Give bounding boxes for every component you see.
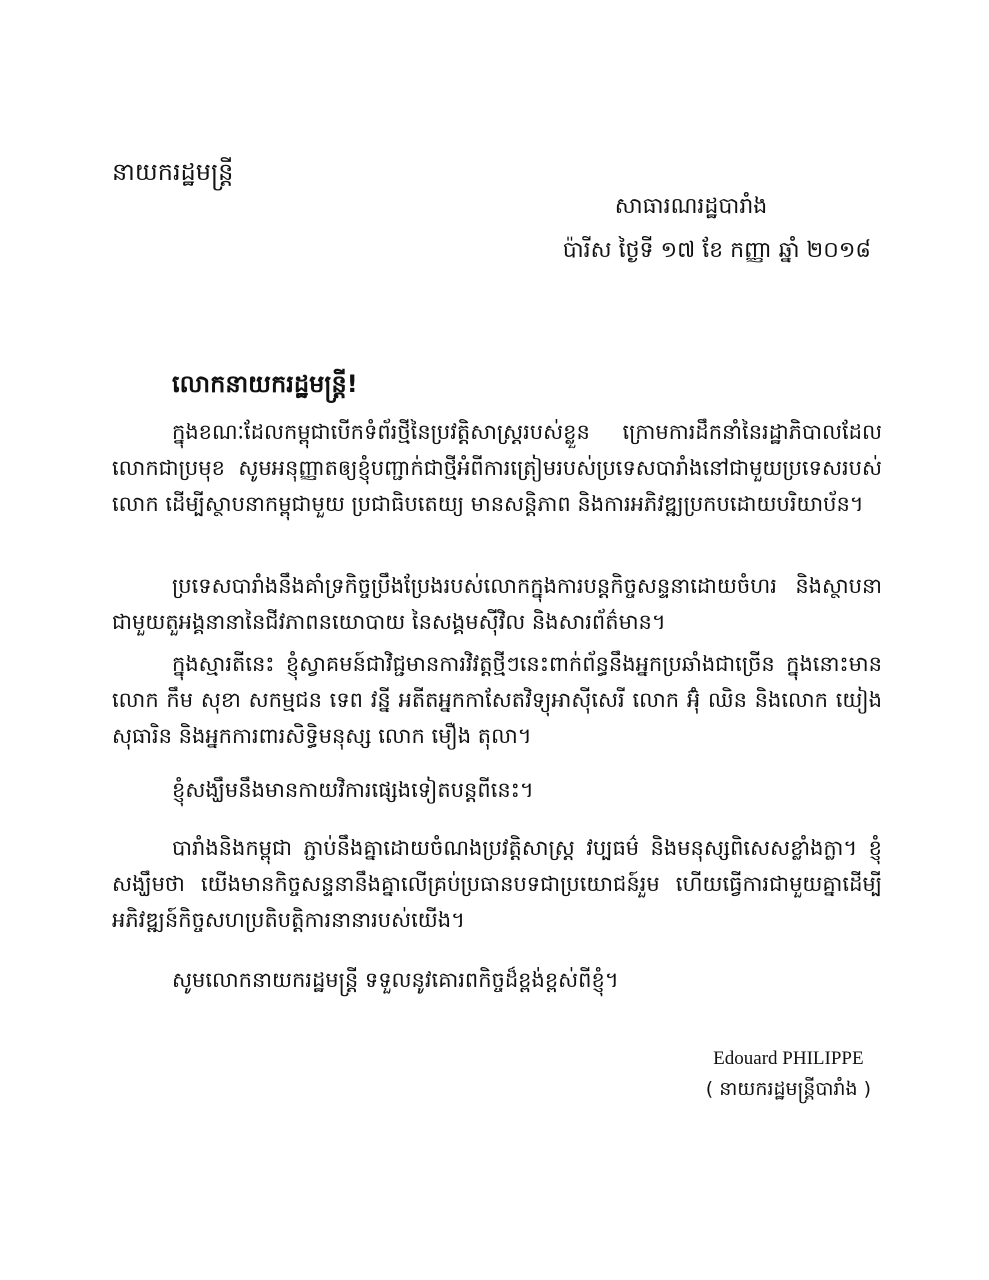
place-date-block [511, 185, 871, 273]
paragraph-6 [112, 962, 882, 998]
paragraph-2 [112, 568, 882, 640]
paragraph-text: ខ្ញុំសង្ឃឹមនឹងមានកាយវិការផ្សេងទៀតបន្តពីនេះ។ [172, 778, 534, 802]
paragraph-4 [112, 772, 882, 808]
signatory-title: ( នាយករដ្ឋមន្ត្រីបារាំង ) [705, 1078, 871, 1100]
date-line: ប៉ារីស ថ្ងៃទី ១៧ ខែ កញ្ញា ឆ្នាំ ២០១៨ [562, 238, 871, 263]
paragraph-text: ប្រទេសបារាំងនឹងគាំទ្រកិច្ចប្រឹងប្រែងរបស់លោកក្នុងការបន្តកិច្ចសន្ទនាដោយចំហរ និងស្ថាបនាជាមួយតួអង្គនានានៃជីវភាពនយោបាយ នៃសង្គមស៊ីវិល និងសារព័ត៌មាន។ [112, 574, 882, 634]
letterhead-title: នាយករដ្ឋមន្ត្រី [112, 158, 234, 186]
paragraph-1 [112, 414, 882, 522]
paragraph-text: សូមលោកនាយករដ្ឋមន្ត្រី ទទួលនូវគោរពកិច្ចដ៏ខ្ពង់ខ្ពស់ពីខ្ញុំ។ [172, 968, 619, 992]
paragraph-text: បារាំងនិងកម្ពុជា ភ្ជាប់នឹងគ្នាដោយចំណងប្រវត្តិសាស្ត្រ វប្បធម៌ និងមនុស្សពិសេសខ្លាំងក្លា។ ខ្ញុំសង្ឃឹមថា យើងមានកិច្ចសន្ទនានឹងគ្នាលើគ្រប់ប្រធានបទជាប្រយោជន៍រួម ហើយធ្វើការជាមួយគ្នាដើម្បីអភិវឌ្ឍន៍កិច្ចសហប្រតិបត្តិការនានារបស់យើង។ [112, 836, 882, 932]
salutation: លោកនាយករដ្ឋមន្ត្រី! [172, 370, 358, 398]
paragraph-text: ក្នុងស្មារតីនេះ ខ្ញុំស្វាគមន៍ជាវិជ្ជមានការវិវត្តថ្មីៗនេះពាក់ព័ន្ធនឹងអ្នកប្រឆាំងជាច្រើន ក្នុងនោះមានលោក កឹម សុខា សកម្មជន ទេព វន្នី អតីតអ្នកកាសែតវិទ្យុអាស៊ីសេរី លោក អ៊ុំ ឈិន និងលោក យៀង សុធារិន និងអ្នកការពារសិទ្ធិមនុស្ស លោក មឿង តុលា។ [112, 652, 882, 748]
signatory-name: Edouard PHILIPPE [713, 1048, 864, 1069]
paragraph-text: ក្នុងខណៈដែលកម្ពុជាបើកទំព័រថ្មីនៃប្រវត្តិសាស្ត្ររបស់ខ្លួន ក្រោមការដឹកនាំនៃរដ្ឋាភិបាលដែលលោកជាប្រមុខ សូមអនុញ្ញាតឲ្យខ្ញុំបញ្ជាក់ជាថ្មីអំពីការត្រៀមរបស់ប្រទេសបារាំងនៅជាមួយប្រទេសរបស់លោក ដើម្បីស្ថាបនាកម្ពុជាមួយ ប្រជាធិបតេយ្យ មានសន្តិភាព និងការអភិវឌ្ឍប្រកបដោយបរិយាប័ន។ [112, 420, 882, 516]
republic-line: សាធារណរដ្ឋបារាំង [614, 194, 768, 219]
paragraph-3 [112, 646, 882, 754]
paragraph-5 [112, 830, 882, 938]
signature-block [706, 1045, 871, 1105]
